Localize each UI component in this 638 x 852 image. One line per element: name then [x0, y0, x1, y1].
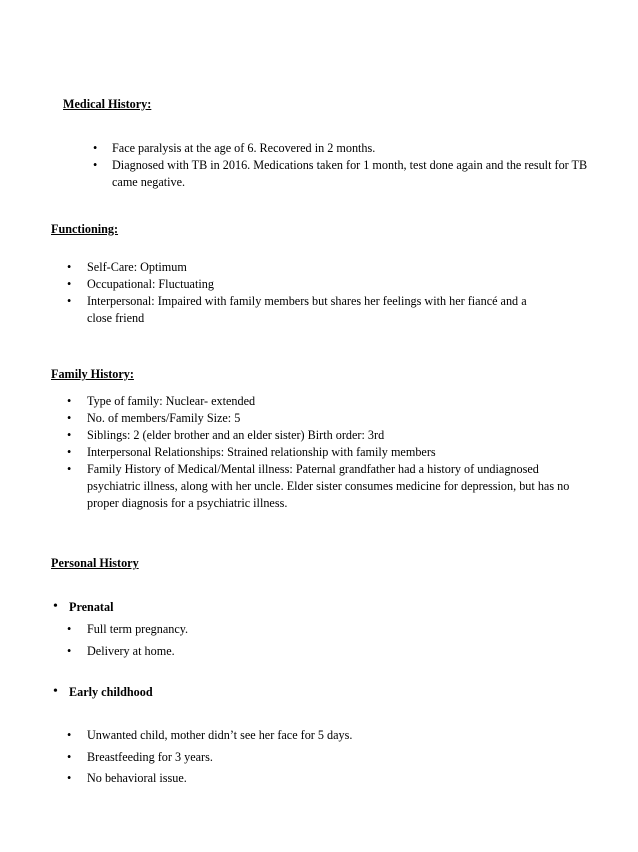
list-item-text: Self-Care: Optimum	[87, 260, 187, 274]
list-item-text: No behavioral issue.	[87, 771, 187, 785]
list-item-text: Delivery at home.	[87, 643, 175, 658]
list-item-text: Full term pregnancy.	[87, 622, 189, 636]
bullet-icon: •	[67, 462, 72, 476]
medical-history-list	[93, 140, 588, 191]
list-item	[67, 643, 547, 660]
list-item	[67, 621, 547, 638]
list-item-text: Interpersonal Relationships: Strained relationship with family members	[87, 445, 436, 459]
list-item-text: Type of family: Nuclear- extended	[87, 394, 256, 408]
list-item	[67, 276, 547, 293]
medical-history-heading: Medical History:	[63, 97, 152, 111]
list-item	[67, 259, 547, 276]
list-item	[67, 393, 587, 410]
bullet-icon: •	[67, 622, 72, 636]
list-item	[67, 727, 547, 744]
bullet-icon: •	[67, 749, 72, 764]
list-item	[93, 157, 588, 191]
list-item	[67, 427, 587, 444]
list-item	[67, 444, 587, 461]
list-item-text: Diagnosed with TB in 2016. Medications taken for 1 month, test done again and the result for TB came negative.	[112, 158, 588, 189]
list-item-text: Face paralysis at the age of 6. Recovered in 2 months.	[112, 141, 376, 155]
bullet-icon: •	[93, 141, 98, 155]
prenatal-subheading: Prenatal	[69, 600, 114, 614]
bullet-icon: •	[67, 445, 72, 459]
list-item-text: No. of members/Family Size: 5	[87, 411, 241, 425]
functioning-heading: Functioning:	[51, 222, 119, 236]
bullet-icon: •	[67, 394, 72, 408]
list-item-text: Occupational: Fluctuating	[87, 277, 214, 291]
list-item	[67, 293, 547, 327]
list-item-text: Interpersonal: Impaired with family members but shares her feelings with her fiancé and a close friend	[87, 294, 527, 325]
early-childhood-subheading: Early childhood	[69, 685, 153, 699]
bullet-icon: •	[53, 684, 58, 699]
list-item-text: Breastfeeding for 3 years.	[87, 749, 213, 764]
list-item	[67, 770, 547, 787]
early-childhood-list	[67, 727, 547, 792]
bullet-icon: •	[93, 158, 98, 172]
list-item	[67, 410, 587, 427]
bullet-icon: •	[53, 599, 58, 614]
bullet-icon: •	[67, 294, 72, 308]
family-history-heading: Family History:	[51, 367, 134, 381]
functioning-list	[67, 259, 547, 327]
bullet-icon: •	[67, 771, 72, 785]
list-item	[93, 140, 588, 157]
bullet-icon: •	[67, 728, 72, 742]
list-item-text: Siblings: 2 (elder brother and an elder sister) Birth order: 3rd	[87, 428, 385, 442]
bullet-icon: •	[67, 643, 72, 658]
family-history-list	[67, 393, 587, 512]
bullet-icon: •	[67, 260, 72, 274]
bullet-icon: •	[67, 411, 72, 425]
bullet-icon: •	[67, 428, 72, 442]
bullet-icon: •	[67, 277, 72, 291]
prenatal-list	[67, 621, 547, 664]
list-item-text: Family History of Medical/Mental illness: Paternal grandfather had a history of undiagnosed psychiatric illness, along with her uncle. Elder sister consumes medicine for depression, but has no proper diagnosis for a psychiatric illness.	[87, 462, 570, 510]
personal-history-heading: Personal History	[51, 556, 139, 570]
list-item-text: Unwanted child, mother didn’t see her face for 5 days.	[87, 728, 353, 742]
list-item	[67, 749, 547, 766]
list-item	[67, 461, 587, 512]
